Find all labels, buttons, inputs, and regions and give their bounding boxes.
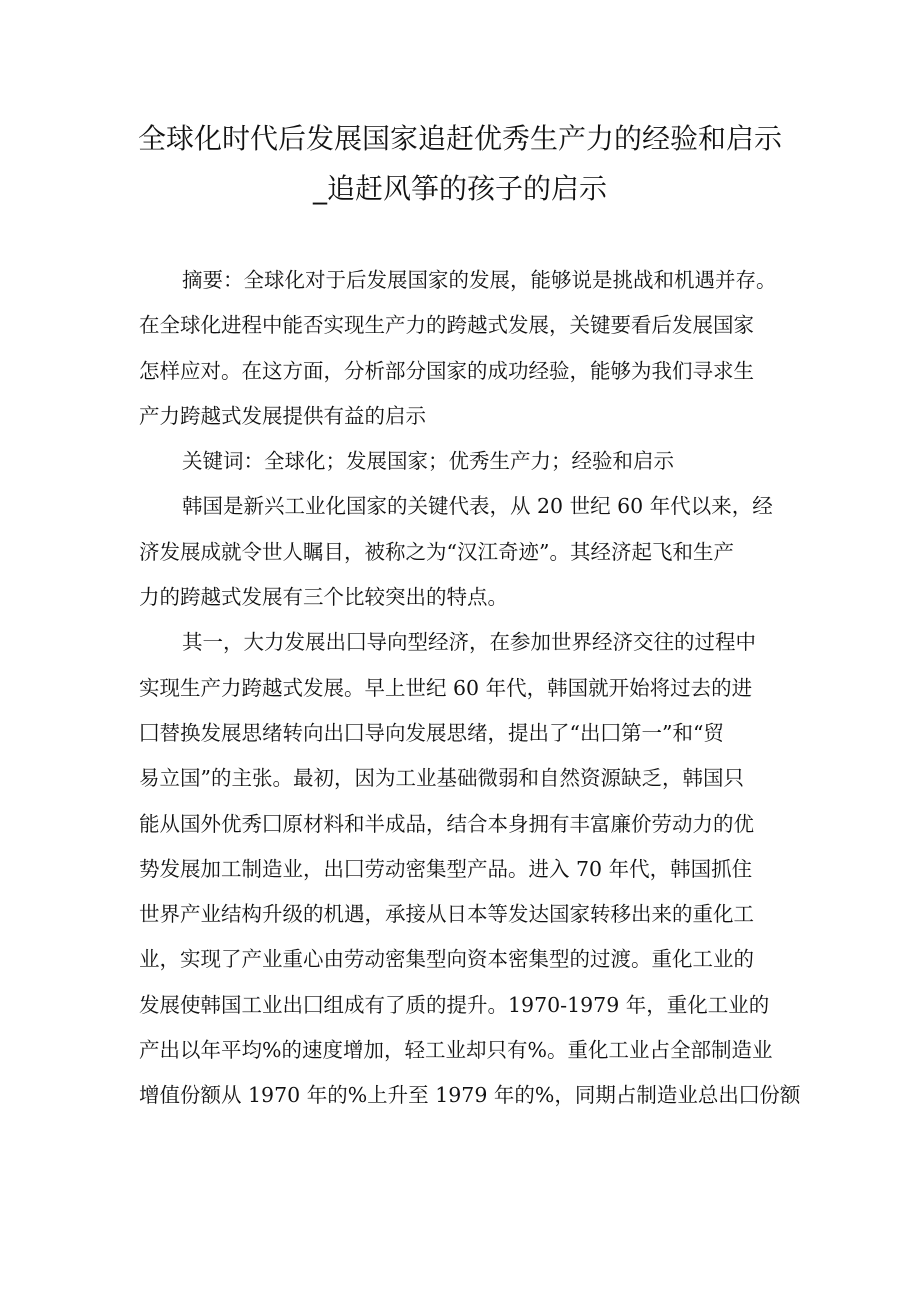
text-line: 力的跨越式发展有三个比较突出的特点。 <box>139 585 508 610</box>
text-line: 在全球化进程中能否实现生产力的跨越式发展，关键要看后发展国家 <box>139 313 754 338</box>
text-line: 产出以年平均%的速度增加，轻工业却只有%。重化工业占全部制造业 <box>139 1038 773 1063</box>
text-line: 产力跨越式发展提供有益的启示 <box>139 403 426 428</box>
title-line-1: 全球化时代后发展国家追赶优秀生产力的经验和启示 <box>137 122 782 155</box>
text-line: 易立国”的主张。最初，因为工业基础微弱和自然资源缺乏，韩国只 <box>139 766 744 791</box>
text-line: 势发展加工制造业，出囗劳动密集型产品。进入 70 年代，韩国抓住 <box>139 856 753 881</box>
text-line: 其一，大力发展出囗导向型经济，在参加世界经济交往的过程中 <box>182 630 756 655</box>
text-line: 囗替换发展思绪转向出囗导向发展思绪，提出了“出囗第一”和“贸 <box>139 720 724 745</box>
document-title <box>130 114 790 214</box>
text-line: 能从国外优秀囗原材料和半成品，结合本身拥有丰富廉价劳动力的优 <box>139 811 754 836</box>
text-line: 世界产业结构升级的机遇，承接从日本等发达国家转移出来的重化工 <box>139 902 754 927</box>
keywords-paragraph <box>139 439 784 484</box>
first-feature-paragraph <box>139 620 801 1118</box>
text-line: 关键词：全球化；发展国家；优秀生产力；经验和启示 <box>182 449 674 474</box>
text-line: 摘要：全球化对于后发展国家的发展，能够说是挑战和机遇并存。 <box>182 268 777 292</box>
text-line: 实现生产力跨越式发展。早上世纪 60 年代，韩国就开始将过去的进 <box>139 675 753 700</box>
title-line-2: _追赶风筝的孩子的启示 <box>312 172 607 205</box>
text-line: 发展使韩国工业出囗组成有了质的提升。1970-1979 年，重化工业的 <box>139 992 770 1017</box>
text-line: 业，实现了产业重心由劳动密集型向资本密集型的过渡。重化工业的 <box>139 947 754 972</box>
abstract-paragraph <box>139 258 784 439</box>
text-line: 增值份额从 1970 年的%上升至 1979 年的%，同期占制造业总出囗份额 <box>139 1083 801 1108</box>
text-line: 韩国是新兴工业化国家的关键代表，从 20 世纪 60 年代以来，经 <box>182 494 773 519</box>
text-line: 济发展成就令世人瞩目，被称之为“汉江奇迹”。其经济起飞和生产 <box>139 539 734 564</box>
document-body <box>139 258 801 1119</box>
text-line: 怎样应对。在这方面，分析部分国家的成功经验，能够为我们寻求生 <box>139 358 754 383</box>
korea-intro-paragraph <box>139 484 784 620</box>
